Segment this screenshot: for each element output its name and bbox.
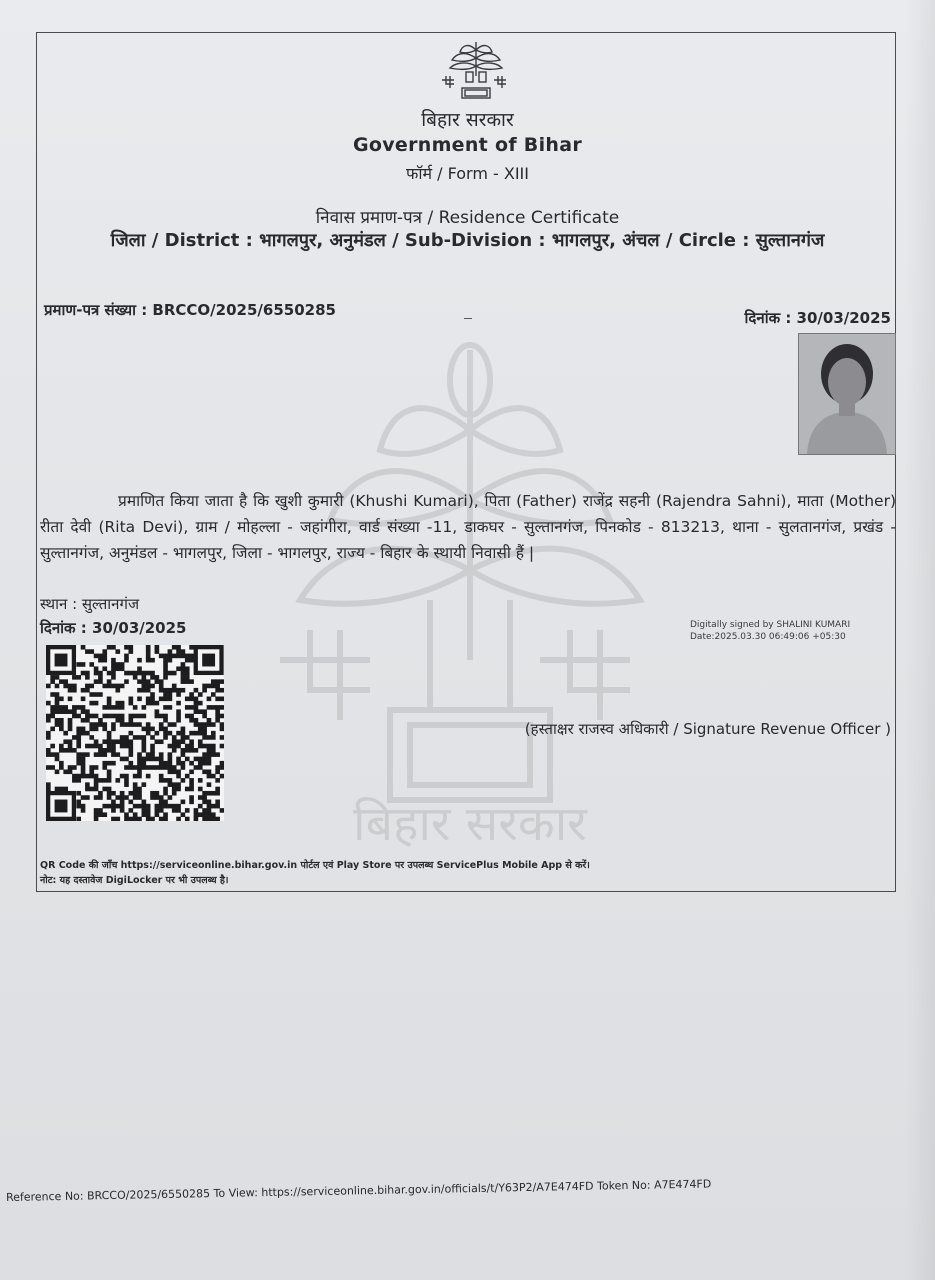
applicant-photo bbox=[798, 333, 896, 455]
qr-code[interactable] bbox=[46, 645, 224, 821]
certificate-number: प्रमाण-पत्र संख्या : BRCCO/2025/6550285 bbox=[44, 301, 336, 319]
svg-text:बिहार सरकार: बिहार सरकार bbox=[353, 796, 587, 850]
person-photo-icon bbox=[799, 334, 895, 454]
digital-signature-name: Digitally signed by SHALINI KUMARI bbox=[690, 620, 851, 630]
divider-mark bbox=[464, 318, 472, 319]
certificate-title: निवास प्रमाण-पत्र / Residence Certificate bbox=[315, 208, 620, 228]
signature-label: (हस्ताक्षर राजस्व अधिकारी / Signature Revenue Officer ) bbox=[524, 720, 891, 738]
certificate-date: दिनांक : 30/03/2025 bbox=[744, 309, 891, 327]
form-label: फॉर्म / Form - XIII bbox=[406, 164, 529, 183]
header-hindi-title: बिहार सरकार bbox=[421, 109, 514, 131]
header-government-title: Government of Bihar bbox=[352, 134, 583, 156]
digital-signature-block bbox=[690, 619, 850, 643]
reference-line: Reference No: BRCCO/2025/6550285 To View: https://serviceonline.bihar.gov.in/officials/t/Y63P2/A7E474FD Token No: A7E474FD bbox=[5, 1177, 712, 1204]
place-label: स्थान : सुल्तानगंज bbox=[40, 595, 140, 613]
certificate-body-text: प्रमाणित किया जाता है कि खुशी कुमारी (Khushi Kumari), पिता (Father) राजेंद्र सहनी (Rajendra Sahni), माता (Mother) रीता देवी (Rita Devi), ग्राम / मोहल्ला - जहांगीरा, वार्ड संख्या -11, डाकघर - सुल्तानगंज, पिनकोड - 813213, थाना - सुलतानगंज, प्रखंड - सुल्तानगंज, अनुमंडल - भागलपुर, जिला - भागलपुर, राज्य - बिहार के स्थायी निवासी हैं | bbox=[40, 492, 896, 562]
page-shadow bbox=[905, 0, 935, 1280]
bihar-emblem-logo bbox=[438, 36, 514, 102]
district-line: जिला / District : भागलपुर, अनुमंडल / Sub-Division : भागलपुर, अंचल / Circle : सुल्तानगंज bbox=[110, 230, 825, 251]
footer-date: दिनांक : 30/03/2025 bbox=[40, 619, 187, 637]
digilocker-note: नोट: यह दस्तावेज DigiLocker पर भी उपलब्ध है। bbox=[40, 875, 229, 886]
bihar-emblem-watermark bbox=[270, 330, 670, 850]
qr-verification-note: QR Code की जाँच https://serviceonline.bihar.gov.in पोर्टल एवं Play Store पर उपलब्ध ServicePlus Mobile App से करें। bbox=[40, 860, 590, 871]
digital-signature-date: Date:2025.03.30 06:49:06 +05:30 bbox=[690, 632, 846, 642]
